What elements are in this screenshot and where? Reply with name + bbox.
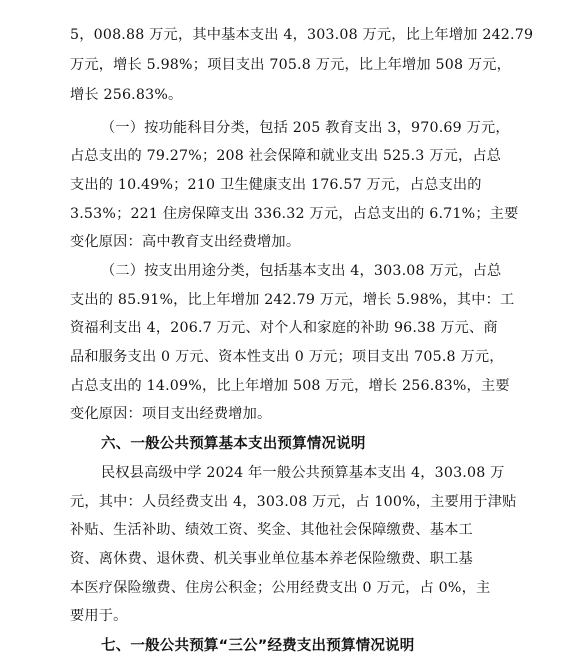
text-line: 支出的 10.49%；210 卫生健康支出 176.57 万元，占总支出的 (70, 177, 482, 193)
text-line: 补贴、生活补助、绩效工资、奖金、其他社会保障缴费、基本工 (70, 522, 473, 538)
text-line: 民权县高级中学 2024 年一般公共预算基本支出 4，303.08 万 (101, 465, 505, 481)
text-line: 万元，增长 5.98%；项目支出 705.8 万元，比上年增加 508 万元， (70, 57, 512, 73)
text-line: 占总支出的 79.27%；208 社会保障和就业支出 525.3 万元，占总 (70, 148, 502, 164)
text-line: （二）按支出用途分类，包括基本支出 4，303.08 万元，占总 (101, 263, 502, 279)
section-heading: 六、一般公共预算基本支出预算情况说明 (101, 436, 366, 452)
text-line: 增长 256.83%。 (70, 87, 183, 103)
text-line: 资、离休费、退休费、机关事业单位基本养老保险缴费、职工基 (70, 551, 473, 567)
text-line: 要用于。 (70, 608, 128, 624)
section-heading: 七、一般公共预算“三公”经费支出预算情况说明 (101, 638, 415, 654)
text-line: （一）按功能科目分类，包括 205 教育支出 3，970.69 万元， (101, 120, 510, 136)
text-line: 占总支出的 14.09%，比上年增加 508 万元，增长 256.83%，主要 (70, 378, 510, 394)
text-line: 5，008.88 万元，其中基本支出 4，303.08 万元，比上年增加 242.79 (70, 27, 534, 43)
text-line: 资福利支出 4，206.7 万元、对个人和家庭的补助 96.38 万元、商 (70, 320, 498, 336)
text-line: 品和服务支出 0 万元、资本性支出 0 万元；项目支出 705.8 万元， (70, 349, 504, 365)
text-line: 3.53%；221 住房保障支出 336.32 万元，占总支出的 6.71%；主要 (70, 206, 519, 222)
text-line: 元，其中：人员经费支出 4，303.08 万元，占 100%，主要用于津贴 (70, 494, 517, 510)
text-line: 变化原因：高中教育支出经费增加。 (70, 234, 301, 250)
text-line: 本医疗保险缴费、住房公积金；公用经费支出 0 万元，占 0%，主 (70, 580, 491, 596)
text-line: 支出的 85.91%，比上年增加 242.79 万元，增长 5.98%，其中：工 (70, 292, 515, 308)
text-line: 变化原因：项目支出经费增加。 (70, 406, 272, 422)
